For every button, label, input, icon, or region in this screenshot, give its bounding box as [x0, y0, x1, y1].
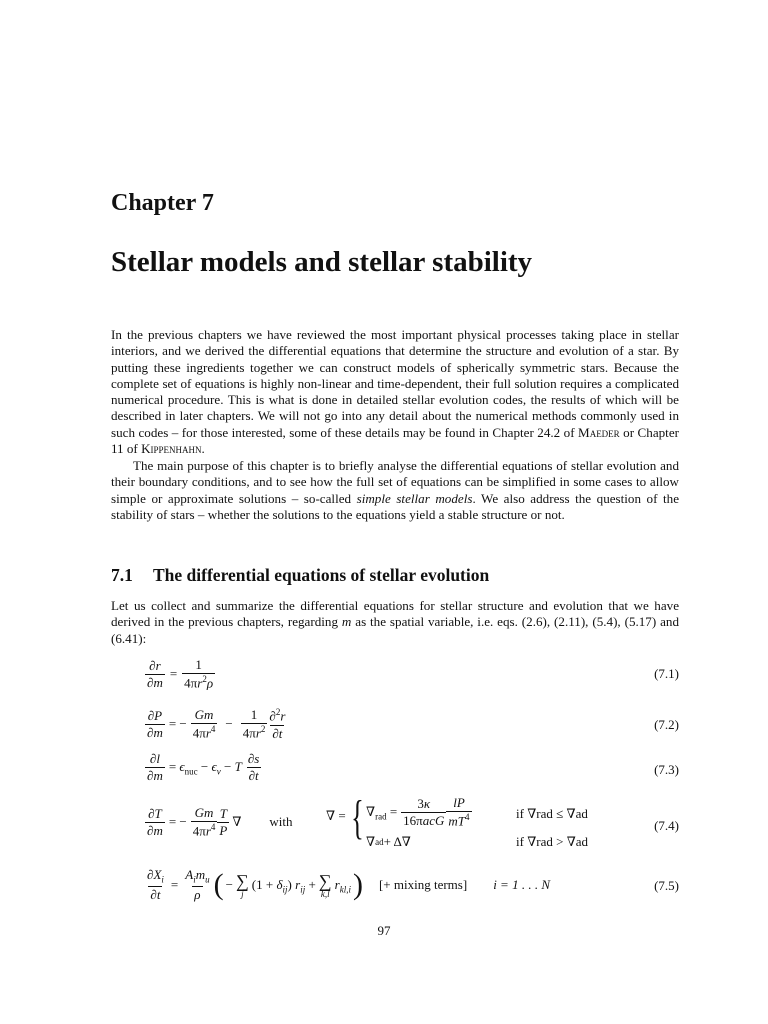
equation-7-4: [0, 791, 768, 854]
equation-7-3-body: $\frac{\partial l}{\partial m}$ = $\epsilon_{nuc} - \epsilon_\nu - T$ $\frac{\partial s}{\partial t}$: [147, 751, 260, 784]
chapter-title: Stellar models and stellar stability: [111, 246, 533, 278]
equation-number-7-2: (7.2): [654, 717, 679, 732]
section-heading: [111, 565, 489, 586]
equation-7-1: [0, 658, 768, 692]
section-paragraph: [111, 598, 679, 647]
index-range: i = 1 . . . N: [493, 877, 550, 893]
equation-7-5-body: $\frac{\partial X_i}{\partial t}$ = $\frac{A_im_u}{\rho}$ ( − ∑ j $(1 + \delta_{ij})$ $r_{ij}$ + ∑ k,l $r_{kl,i}$ ) [+ mixing terms] i = 1 . . . N: [147, 867, 550, 903]
equation-number-7-3: (7.3): [654, 762, 679, 777]
page-number: 97: [377, 923, 391, 938]
chapter-label: Chapter 7: [111, 190, 214, 216]
equation-7-4-left: $\frac{\partial T}{\partial m}$ = − $\frac{Gm}{4\pi r^4}$ $\frac{T}{P}$ ∇ with: [147, 805, 293, 839]
equation-7-2: [0, 708, 768, 744]
p2-emphasis: simple stellar models: [356, 490, 473, 506]
intro-paragraph-1: [111, 327, 679, 457]
p2-start: The main purpose of this chapter is to briefly analyse the differential equations of stellar evolution and their boundary conditions, and to see how the full set of equations can be simplified in some cases to allow simple or approximate solutions – so-called: [111, 458, 679, 506]
equation-number-7-4: (7.4): [654, 818, 679, 833]
author-maeder: Maeder: [578, 424, 620, 440]
section-title: The differential equations of stellar evolution: [153, 565, 490, 585]
intro-paragraph-2: [111, 458, 679, 523]
nabla-ad-case: ∇ ad + Δ∇: [366, 834, 411, 849]
condition-gt: if ∇rad > ∇ad: [516, 834, 589, 849]
p1-mid: or Chapter 11 of: [111, 424, 679, 457]
section-number: 7.1: [111, 565, 133, 585]
nabla-equals: ∇ =: [326, 808, 346, 823]
section-p-start: Let us collect and summarize the differential equations for stellar structure and evolution that we have derived in the previous chapters, regarding: [111, 598, 679, 630]
equation-7-5: [0, 868, 768, 908]
p2-end: . We also address the question of the stability of stars – whether the solutions to the equations yield a stable structure or not.: [111, 490, 679, 522]
equation-7-1-body: $\frac{\partial r}{\partial m}$ = $\frac{1}{4\pi r^2\rho}$: [147, 657, 214, 691]
left-brace: {: [351, 791, 364, 844]
with-label: with: [269, 814, 293, 830]
equation-number-7-5: (7.5): [654, 878, 679, 893]
section-p-var: m: [341, 614, 352, 630]
equation-number-7-1: (7.1): [654, 666, 679, 681]
equation-7-3: [0, 752, 768, 788]
p1-end: .: [201, 441, 205, 457]
section-p-end: as the spatial variable, i.e. eqs. (2.6), (2.11), (5.4), (5.17) and (6.41):: [111, 614, 680, 646]
nabla-rad-case: $\nabla_{rad}$ = $\frac{3\kappa}{\text{16πacG}}$ $\frac{lP}{mT^4}$: [366, 795, 470, 829]
equation-7-2-body: $\frac{\partial P}{\partial m}$ = − $\frac{Gm}{4\pi r^4}$ − $\frac{1}{4\pi r^2}$ $\frac{\partial^2r}{\partial t}$: [147, 707, 286, 741]
p1-text: In the previous chapters we have reviewed the most important physical processes taking place in stellar interiors, and we derived the differential equations that determine the structure and evolution of a star. By putting these ingredients together we can construct models of spherically symmetric stars. Because the complete set of equations is highly non-linear and time-dependent, their full solution requires a complicated numerical procedure. This is what is done in detailed stellar evolution codes, the results of which will be described in later chapters. We will not go into any detail about the numerical methods commonly used in such codes – for those interested, some of these details may be found in Chapter 24.2 of: [111, 327, 679, 440]
author-kippenhahn: Kippenhahn: [141, 441, 202, 457]
condition-le: if ∇rad ≤ ∇ad: [516, 806, 588, 821]
mixing-terms: [+ mixing terms]: [378, 877, 468, 893]
